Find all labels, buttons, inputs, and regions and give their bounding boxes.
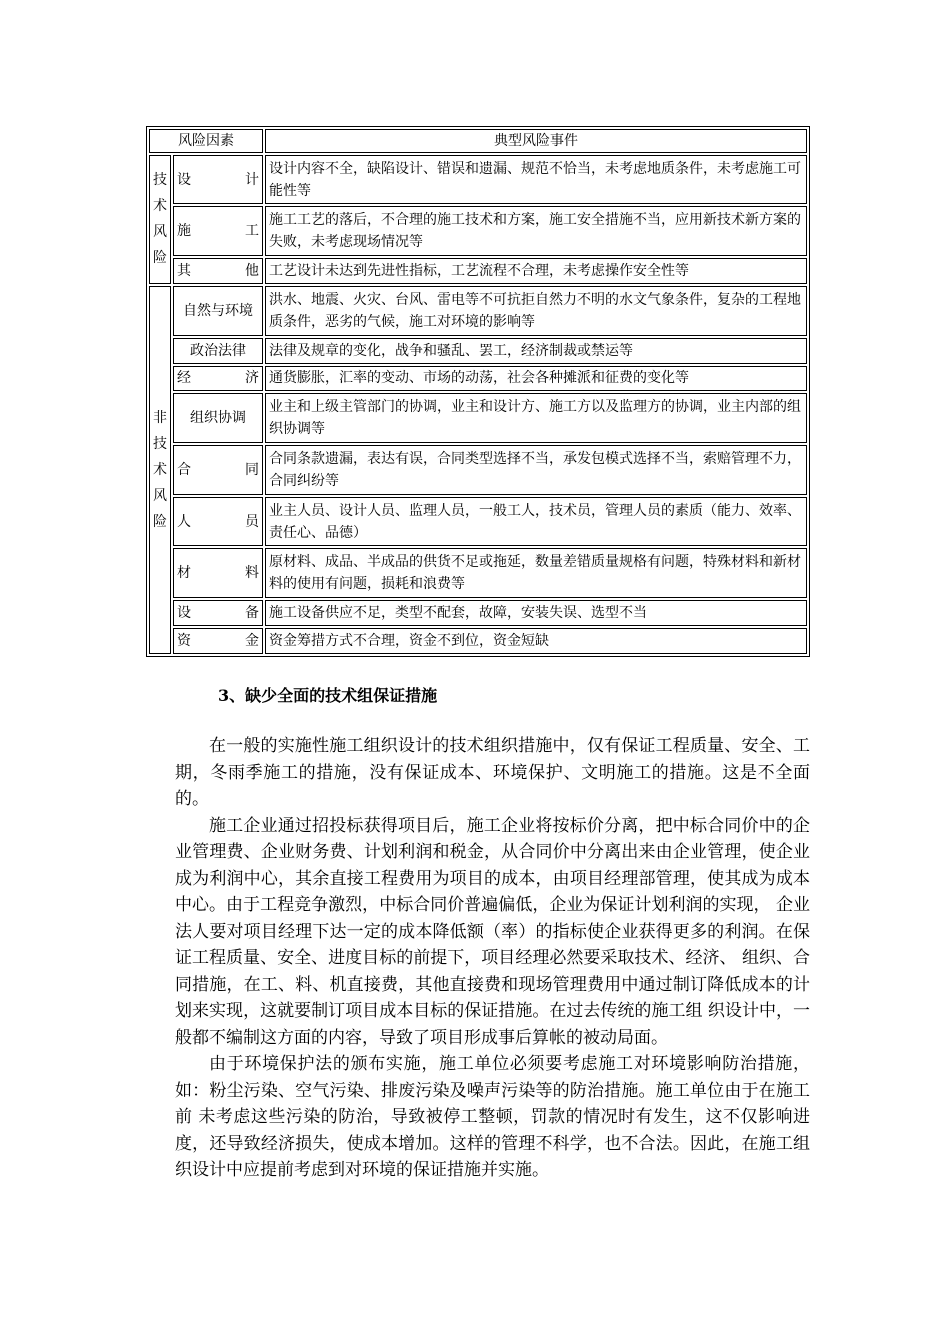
table-row bbox=[149, 548, 807, 598]
event-cell: 设计内容不全，缺陷设计、错误和遗漏、规范不恰当，未考虑地质条件，未考虑施工可能性等 bbox=[265, 155, 807, 205]
event-cell: 法律及规章的变化，战争和骚乱、罢工，经济制裁或禁运等 bbox=[265, 338, 807, 364]
category-label: 非技术风险 bbox=[153, 409, 167, 530]
header-risk-factor: 风险因素 bbox=[149, 129, 263, 153]
table-row bbox=[149, 258, 807, 284]
event-cell: 洪水、地震、火灾、台风、雷电等不可抗拒自然力不明的水文气象条件，复杂的工程地质条件，恶劣的气候，施工对环境的影响等 bbox=[265, 286, 807, 336]
category-non-technical-risk bbox=[149, 286, 171, 654]
table-row bbox=[149, 338, 807, 364]
table-row bbox=[149, 628, 807, 654]
table-row bbox=[149, 155, 807, 205]
factor-cell: 施工 bbox=[173, 206, 263, 256]
event-cell: 业主人员、设计人员、监理人员，一般工人，技术员，管理人员的素质（能力、效率、责任心、品德） bbox=[265, 497, 807, 547]
event-cell: 施工工艺的落后，不合理的施工技术和方案，施工安全措施不当，应用新技术新方案的失败，未考虑现场情况等 bbox=[265, 206, 807, 256]
table-header-row bbox=[149, 129, 807, 153]
table-row bbox=[149, 393, 807, 443]
table-row bbox=[149, 286, 807, 336]
table-row bbox=[149, 206, 807, 256]
paragraph: 由于环境保护法的颁布实施，施工单位必须要考虑施工对环境影响防治措施，如：粉尘污染、空气污染、排废污染及噪声污染等的防治措施。施工单位由于在施工前 未考虑这些污染的防治，导致被停工整顿，罚款的情况时有发生，这不仅影响进度，还导致经济损失，使成本增加。这样的管理不科学，也不合法。因此，在施工组 织设计中应提前考虑到对环境的保证措施并实施。 bbox=[175, 1054, 810, 1180]
risk-factor-table bbox=[146, 126, 810, 657]
body-text bbox=[175, 733, 810, 1184]
factor-cell: 组织协调 bbox=[173, 393, 263, 443]
paragraph: 在一般的实施性施工组织设计的技术组织措施中，仅有保证工程质量、安全、工期，冬雨季施工的措施，没有保证成本、环境保护、文明施工的措施。这是不全面的。 bbox=[175, 736, 810, 809]
event-cell: 资金筹措方式不合理，资金不到位，资金短缺 bbox=[265, 628, 807, 654]
factor-cell: 自然与环境 bbox=[173, 286, 263, 336]
factor-cell: 人员 bbox=[173, 497, 263, 547]
factor-cell: 其他 bbox=[173, 258, 263, 284]
factor-cell: 资金 bbox=[173, 628, 263, 654]
event-cell: 通货膨胀，汇率的变动、市场的动荡，社会各种摊派和征费的变化等 bbox=[265, 366, 807, 392]
factor-cell: 合同 bbox=[173, 445, 263, 495]
header-typical-event: 典型风险事件 bbox=[265, 129, 807, 153]
event-cell: 原材料、成品、半成品的供货不足或拖延，数量差错质量规格有问题，特殊材料和新材料的使用有问题，损耗和浪费等 bbox=[265, 548, 807, 598]
table-row bbox=[149, 445, 807, 495]
event-cell: 施工设备供应不足，类型不配套，故障，安装失误、选型不当 bbox=[265, 600, 807, 626]
factor-cell: 材料 bbox=[173, 548, 263, 598]
factor-cell: 政治法律 bbox=[173, 338, 263, 364]
factor-cell: 设备 bbox=[173, 600, 263, 626]
event-cell: 工艺设计未达到先进性指标，工艺流程不合理，未考虑操作安全性等 bbox=[265, 258, 807, 284]
factor-cell: 经济 bbox=[173, 366, 263, 392]
paragraph: 施工企业通过招投标获得项目后，施工企业将按标价分离，把中标合同价中的企业管理费、企业财务费、计划利润和税金，从合同价中分离出来由企业管理，使企业 成为利润中心，其余直接工程费用为项目的成本，由项目经理部管理，使其成为成本中心。由于工程竞争激烈，中标合同价普遍偏低，企业为保证计划利润的实现， 企业法人要对项目经理下达一定的成本降低额（率）的指标使企业获得更多的利润。在保证工程质量、安全、进度目标的前提下，项目经理必然要采取技术、经济、 组织、合同措施，在工、料、机直接费，其他直接费和现场管理费用中通过制订降低成本的计划来实现，这就要制订项目成本目标的保证措施。在过去传统的施工组 织设计中，一般都不编制这方面的内容，导致了项目形成事后算帐的被动局面。 bbox=[175, 815, 810, 1048]
table-row bbox=[149, 600, 807, 626]
event-cell: 业主和上级主管部门的协调，业主和设计方、施工方以及监理方的协调，业主内部的组织协调等 bbox=[265, 393, 807, 443]
table-row bbox=[149, 497, 807, 547]
event-cell: 合同条款遗漏，表达有误，合同类型选择不当，承发包模式选择不当，索赔管理不力，合同纠纷等 bbox=[265, 445, 807, 495]
category-technical-risk bbox=[149, 155, 171, 284]
factor-cell: 设计 bbox=[173, 155, 263, 205]
section-heading: 3、缺少全面的技术组保证措施 bbox=[218, 686, 438, 705]
table-row bbox=[149, 366, 807, 392]
category-label: 技术风险 bbox=[153, 172, 167, 267]
